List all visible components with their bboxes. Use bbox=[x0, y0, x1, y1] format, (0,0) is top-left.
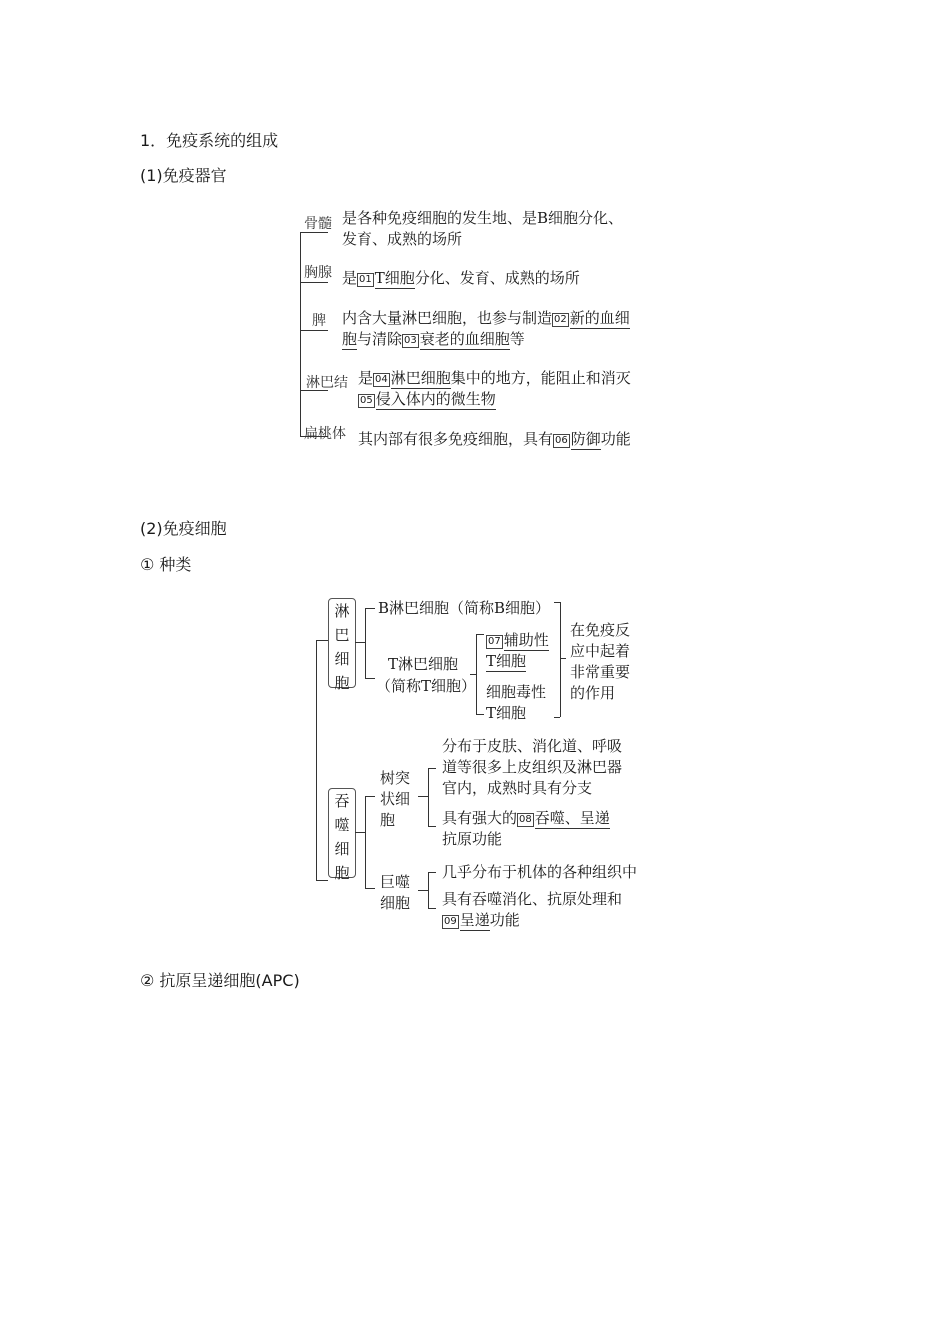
macrophage-desc: 几乎分布于机体的各种组织中 bbox=[442, 863, 638, 881]
bone-marrow-desc-1: 是各种免疫细胞的发生地、是B细胞分化、 bbox=[342, 209, 624, 227]
section-title: 1．免疫系统的组成 bbox=[140, 131, 279, 150]
label-lymph-node: 淋巴结 bbox=[306, 375, 348, 391]
label-tonsil: 扁桃体 bbox=[304, 426, 346, 442]
blank-number-05: 05 bbox=[360, 395, 373, 406]
role-line-2: 应中起着 bbox=[570, 642, 631, 660]
organs-heading: (1)免疫器官 bbox=[140, 166, 227, 185]
label-thymus: 胸腺 bbox=[304, 265, 332, 281]
dendritic-line-2: 状细 bbox=[380, 790, 411, 808]
immune-organs-diagram bbox=[296, 200, 666, 460]
dendritic-line-1: 树突 bbox=[380, 769, 411, 787]
cytotoxic-t-line-1: 细胞毒性 bbox=[486, 683, 547, 701]
dendritic-desc-3: 官内，成熟时具有分支 bbox=[442, 779, 593, 797]
blank-number-03: 03 bbox=[404, 335, 417, 346]
blank-number-09: 09 bbox=[444, 916, 457, 927]
answer-t-cell: T细胞 bbox=[374, 269, 415, 287]
immune-cells-diagram bbox=[310, 590, 660, 940]
macrophage-func-2: 09 呈递功能 bbox=[444, 911, 520, 929]
blank-number-02: 02 bbox=[554, 314, 567, 325]
bone-marrow-desc-2: 发育、成熟的场所 bbox=[342, 230, 463, 248]
t-cell-line-1: T淋巴细胞 bbox=[388, 655, 459, 673]
phagocyte-box: 吞 噬 细 胞 bbox=[328, 788, 356, 878]
t-cell-line-2: （简称T细胞） bbox=[376, 677, 477, 695]
cells-heading: (2)免疫细胞 bbox=[140, 519, 227, 538]
label-bone-marrow: 骨髓 bbox=[304, 216, 332, 232]
blank-number-08: 08 bbox=[519, 814, 532, 825]
thymus-desc: 是 01 T细胞分化、发育、成熟的场所 bbox=[342, 269, 580, 287]
blank-number-01: 01 bbox=[359, 274, 372, 285]
role-line-1: 在免疫反 bbox=[570, 621, 631, 639]
dendritic-func-1: 具有强大的 08 吞噬、呈递 bbox=[442, 809, 610, 827]
helper-t-line-2: T细胞 bbox=[486, 652, 527, 670]
b-cell: B淋巴细胞（简称B细胞） bbox=[378, 599, 551, 617]
cytotoxic-t-line-2: T细胞 bbox=[486, 704, 527, 722]
dendritic-desc-1: 分布于皮肤、消化道、呼吸 bbox=[442, 737, 623, 755]
lymph-node-desc-2: 05 侵入体内的微生物 bbox=[360, 390, 496, 408]
dendritic-desc-2: 道等很多上皮组织及淋巴器 bbox=[442, 758, 623, 776]
types-heading: ① 种类 bbox=[140, 555, 192, 574]
lymphocyte-box: 淋 巴 细 胞 bbox=[328, 598, 356, 688]
dendritic-func-2: 抗原功能 bbox=[442, 830, 503, 848]
role-line-4: 的作用 bbox=[570, 684, 616, 702]
spleen-desc-1: 内含大量淋巴细胞，也参与制造 02 新的血细 bbox=[342, 309, 630, 327]
apc-heading: ② 抗原呈递细胞(APC) bbox=[140, 971, 300, 990]
spleen-desc-2: 胞与清除 03 衰老的血细胞等 bbox=[342, 330, 525, 348]
macrophage-line-1: 巨噬 bbox=[380, 873, 411, 891]
blank-number-04: 04 bbox=[375, 374, 388, 385]
tonsil-desc: 其内部有很多免疫细胞，具有 06 防御功能 bbox=[358, 430, 631, 448]
macrophage-line-2: 细胞 bbox=[380, 894, 411, 912]
lymph-node-desc-1: 是 04 淋巴细胞集中的地方，能阻止和消灭 bbox=[358, 369, 631, 387]
blank-number-06: 06 bbox=[555, 435, 568, 446]
macrophage-func-1: 具有吞噬消化、抗原处理和 bbox=[442, 890, 623, 908]
role-line-3: 非常重要 bbox=[570, 663, 631, 681]
helper-t-line-1: 07 辅助性 bbox=[488, 631, 549, 649]
label-spleen: 脾 bbox=[312, 313, 326, 329]
dendritic-line-3: 胞 bbox=[380, 811, 396, 829]
blank-number-07: 07 bbox=[488, 636, 501, 647]
